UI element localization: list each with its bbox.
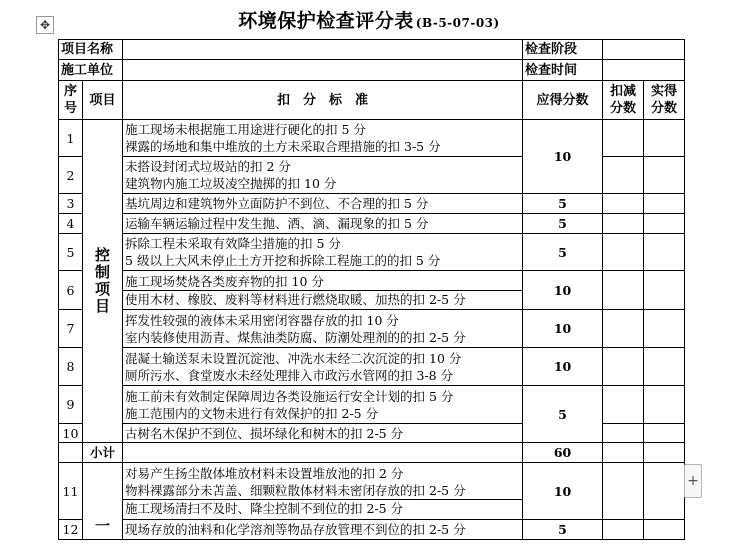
criteria-cell[interactable] <box>123 214 523 234</box>
page-title <box>0 6 738 33</box>
criteria-cell[interactable] <box>123 424 523 443</box>
criteria-line: 挥发性较强的液体未采用密闭容器存放的扣 10 分 <box>125 312 399 328</box>
category-char: 制 <box>95 263 111 281</box>
due-score: 10 <box>523 463 603 520</box>
subtotal-blank <box>59 443 83 463</box>
criteria-cell[interactable] <box>123 194 523 214</box>
criteria-line: 施工前未有效制定保障周边各类设施运行安全计划的扣 5 分 <box>125 388 454 404</box>
criteria-cell[interactable] <box>123 120 523 157</box>
table-row <box>59 386 685 424</box>
row-no: 6 <box>59 271 83 310</box>
actual-cell[interactable] <box>644 120 685 157</box>
deducted-cell[interactable] <box>603 348 644 386</box>
info-row-2 <box>59 60 685 81</box>
category-char: 控 <box>95 246 111 264</box>
criteria-cell[interactable] <box>123 386 523 424</box>
row-no: 2 <box>59 157 83 194</box>
criteria-line: 对易产生扬尘散体堆放材料未设置堆放池的扣 2 分 <box>125 466 404 481</box>
row-no: 1 <box>59 120 83 157</box>
project-name-value[interactable] <box>123 40 523 60</box>
row-no: 4 <box>59 214 83 234</box>
row-no: 8 <box>59 348 83 386</box>
actual-cell[interactable] <box>644 234 685 271</box>
category-char: 项 <box>95 280 111 298</box>
actual-cell[interactable] <box>644 386 685 424</box>
criteria-line: 室内装修使用沥青、煤焦油类防腐、防潮处理剂的的扣 2-5 分 <box>125 329 466 345</box>
header-item: 项目 <box>83 81 123 120</box>
due-score: 10 <box>523 310 603 348</box>
category-general: 一 <box>83 463 123 540</box>
row-no: 10 <box>59 424 83 443</box>
deducted-cell[interactable] <box>603 194 644 214</box>
header-deducted <box>603 81 644 120</box>
header-row <box>59 81 685 120</box>
title-code: (B-5-07-03) <box>415 16 500 30</box>
table-row <box>59 520 685 540</box>
table-row <box>59 120 685 157</box>
actual-cell[interactable] <box>644 194 685 214</box>
row-no: 7 <box>59 310 83 348</box>
criteria-line: 物料裸露部分未苫盖、细颗粒散体材料未密闭存放的扣 2-5 分 <box>123 482 522 500</box>
header-due-score: 应得分数 <box>523 81 603 120</box>
subtotal-actual[interactable] <box>644 443 685 463</box>
header-actual-line1: 实得 <box>651 84 678 99</box>
actual-cell[interactable] <box>644 214 685 234</box>
construction-unit-label: 施工单位 <box>59 60 123 81</box>
row-no: 5 <box>59 234 83 271</box>
due-score: 5 <box>523 194 603 214</box>
check-stage-value[interactable] <box>603 40 685 60</box>
criteria-line: 施工现场未根据施工用途进行硬化的扣 5 分 <box>125 122 366 137</box>
due-score: 5 <box>523 386 603 443</box>
actual-cell[interactable] <box>644 348 685 386</box>
criteria-line: 未搭设封闭式垃圾站的扣 2 分 <box>125 159 291 174</box>
score-table <box>58 39 685 540</box>
actual-cell[interactable] <box>644 157 685 194</box>
due-score: 10 <box>523 348 603 386</box>
category-control <box>83 120 123 443</box>
criteria-cell[interactable] <box>123 157 523 194</box>
criteria-line: 施工现场清扫不及时、降尘控制不到位的扣 2-5 分 <box>125 501 404 516</box>
actual-cell[interactable] <box>644 271 685 310</box>
subtotal-row <box>59 443 685 463</box>
header-seq-line1: 序 <box>63 84 77 99</box>
construction-unit-value[interactable] <box>123 60 523 81</box>
subtotal-value: 60 <box>523 443 603 463</box>
table-row <box>59 194 685 214</box>
subtotal-deducted[interactable] <box>603 443 644 463</box>
row-no: 3 <box>59 194 83 214</box>
header-criteria: 扣 分 标 准 <box>123 81 523 120</box>
due-score: 10 <box>523 120 603 194</box>
criteria-line: 古树名木保护不到位、损坏绿化和树木的扣 2-5 分 <box>125 425 404 441</box>
deducted-cell[interactable] <box>603 520 644 540</box>
criteria-line: 施工范围内的文物未进行有效保护的扣 2-5 分 <box>125 405 379 421</box>
actual-cell[interactable] <box>644 520 685 540</box>
criteria-line: 混凝土输送泵未设置沉淀池、冲洗水未经二次沉淀的扣 10 分 <box>125 350 462 366</box>
table-move-handle-icon[interactable]: ✥ <box>36 16 54 34</box>
criteria-line: 拆除工程未采取有效降尘措施的扣 5 分 <box>125 236 341 251</box>
criteria-line: 基坑周边和建筑物外立面防护不到位、不合理的扣 5 分 <box>125 196 429 211</box>
title-text: 环境保护检查评分表 <box>238 10 414 32</box>
criteria-line: 使用木材、橡胶、废料等材料进行燃烧取暖、加热的扣 2-5 分 <box>125 291 466 307</box>
criteria-cell[interactable] <box>123 348 523 386</box>
criteria-line: 现场存放的油料和化学溶剂等物品存放管理不到位的扣 2-5 分 <box>125 522 466 537</box>
table-row <box>59 463 685 520</box>
criteria-line: 建筑物内施工垃圾凌空抛掷的扣 10 分 <box>125 176 337 191</box>
add-row-plus-icon[interactable]: + <box>684 464 702 498</box>
criteria-cell[interactable] <box>123 234 523 271</box>
criteria-line: 施工现场焚烧各类废弃物的扣 10 分 <box>123 273 522 291</box>
header-seq <box>59 81 83 120</box>
header-actual-line2: 分数 <box>651 101 678 116</box>
table-row <box>59 310 685 348</box>
row-no: 12 <box>59 520 83 540</box>
criteria-line: 厕所污水、食堂废水未经处理排入市政污水管网的扣 3-8 分 <box>125 367 454 383</box>
category-char: 目 <box>95 297 111 315</box>
row-no: 9 <box>59 386 83 424</box>
criteria-line: 裸露的场地和集中堆放的土方未采取合理措施的扣 3-5 分 <box>125 139 441 154</box>
deducted-cell[interactable] <box>603 310 644 348</box>
criteria-cell[interactable] <box>123 310 523 348</box>
check-stage-label: 检查阶段 <box>523 40 603 60</box>
actual-cell[interactable] <box>644 463 685 520</box>
actual-cell[interactable] <box>644 310 685 348</box>
table-row <box>59 234 685 271</box>
criteria-line: 运输车辆运输过程中发生抛、洒、滴、漏现象的扣 5 分 <box>125 216 429 231</box>
deducted-cell[interactable] <box>603 234 644 271</box>
criteria-cell[interactable] <box>123 463 523 520</box>
header-deducted-line2: 分数 <box>610 101 637 116</box>
due-score: 10 <box>523 271 603 310</box>
actual-cell[interactable] <box>644 424 685 443</box>
subtotal-label: 小计 <box>83 443 123 463</box>
deducted-cell[interactable] <box>603 424 644 443</box>
project-name-label: 项目名称 <box>59 40 123 60</box>
deducted-cell[interactable] <box>603 120 644 157</box>
subtotal-criteria-blank <box>123 443 523 463</box>
deducted-cell[interactable] <box>603 214 644 234</box>
due-score: 5 <box>523 520 603 540</box>
criteria-cell[interactable] <box>123 520 523 540</box>
header-deducted-line1: 扣减 <box>610 84 637 99</box>
row-no: 11 <box>59 463 83 520</box>
header-actual <box>644 81 685 120</box>
table-row <box>59 214 685 234</box>
due-score: 5 <box>523 234 603 271</box>
deducted-cell[interactable] <box>603 463 644 520</box>
table-row <box>59 348 685 386</box>
check-time-value[interactable] <box>603 60 685 81</box>
check-time-label: 检查时间 <box>523 60 603 81</box>
due-score: 5 <box>523 214 603 234</box>
table-row <box>59 271 685 310</box>
deducted-cell[interactable] <box>603 157 644 194</box>
criteria-cell[interactable] <box>123 271 523 310</box>
deducted-cell[interactable] <box>603 386 644 424</box>
header-seq-line2: 号 <box>63 101 77 116</box>
deducted-cell[interactable] <box>603 271 644 310</box>
info-row-1 <box>59 40 685 60</box>
criteria-line: 5 级以上大风未停止土方开挖和拆除工程施工的的扣 5 分 <box>125 253 441 268</box>
